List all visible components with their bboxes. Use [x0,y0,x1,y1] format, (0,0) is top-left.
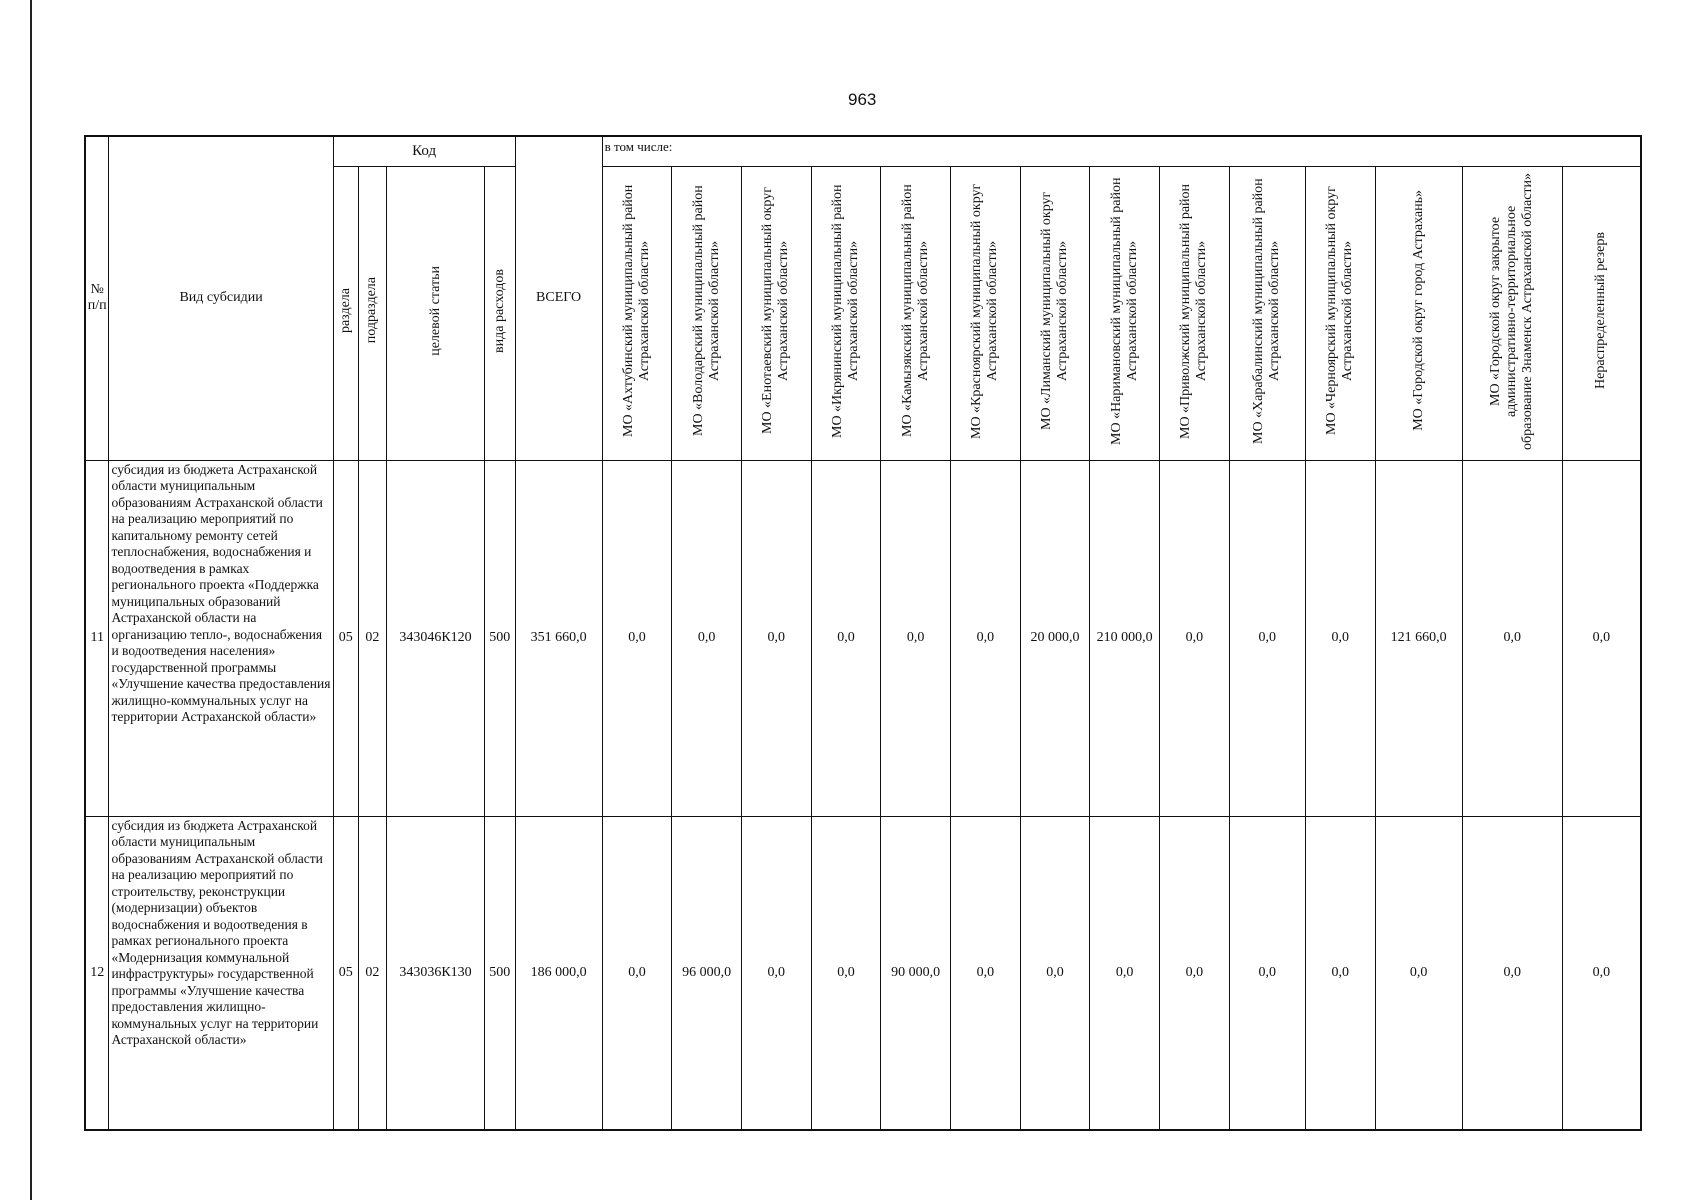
page-number: 963 [848,90,877,109]
header-municipality: МО «Городской округ город Астрахань» [1375,166,1462,460]
header-including: в том числе: [602,136,1641,166]
header-reserve: Нераспределенный резерв [1562,166,1641,460]
row-value: 0,0 [1375,816,1462,1130]
row-value: 0,0 [881,460,951,816]
row-target: 343036К130 [387,816,485,1130]
header-code-target: целевой статьи [387,166,485,460]
row-description: субсидия из бюджета Астраханской области муниципальным образованиям Астраханской области на реализацию мероприятий по капитальному ремонту сетей теплоснабжения, водоснабжения и водоотведения в рамках регионального проекта «Поддержка муниципальных образований Астраханской области на организацию тепло-, водоснабжения и водоотведения населения» государственной программы «Улучшение качества предоставления жилищно-коммунальных услуг на территории Астраханской области» [109,460,333,816]
row-subsection: 02 [358,460,386,816]
row-value: 0,0 [741,816,811,1130]
row-total: 351 660,0 [515,460,602,816]
row-value: 0,0 [950,816,1020,1130]
row-value: 96 000,0 [672,816,742,1130]
row-value: 0,0 [1562,816,1641,1130]
header-subsidy-type: Вид субсидии [109,136,333,460]
header-code: Код [333,136,515,166]
row-expense: 500 [485,460,516,816]
row-total: 186 000,0 [515,816,602,1130]
row-value: 0,0 [811,816,881,1130]
row-value: 0,0 [1229,816,1305,1130]
row-section: 05 [333,816,358,1130]
row-value: 0,0 [602,816,672,1130]
row-value: 0,0 [1160,460,1230,816]
row-value: 0,0 [741,460,811,816]
row-value: 210 000,0 [1090,460,1160,816]
row-expense: 500 [485,816,516,1130]
header-municipality: МО «Ахтубинский муниципальный район Астраханской области» [602,166,672,460]
row-num: 11 [85,460,109,816]
row-value: 0,0 [1305,816,1375,1130]
row-num: 12 [85,816,109,1130]
row-value: 0,0 [1020,816,1090,1130]
header-row-top [85,136,1641,166]
header-municipality: МО «Икрянинский муниципальный район Астраханской области» [811,166,881,460]
row-value: 0,0 [1305,460,1375,816]
header-municipality: МО «Черноярский муниципальный округ Астраханской области» [1305,166,1375,460]
header-municipality: МО «Камызякский муниципальный район Астраханской области» [881,166,951,460]
row-value: 0,0 [1462,816,1562,1130]
row-target: 343046К120 [387,460,485,816]
header-code-section: раздела [333,166,358,460]
row-value: 90 000,0 [881,816,951,1130]
header-municipality: МО «Харабалинский муниципальный район Астраханской области» [1229,166,1305,460]
header-municipality: МО «Наримановский муниципальный район Астраханской области» [1090,166,1160,460]
row-value: 0,0 [602,460,672,816]
row-value: 0,0 [1160,816,1230,1130]
header-municipality: МО «Енотаевский муниципальный округ Астраханской области» [741,166,811,460]
row-value: 0,0 [1562,460,1641,816]
header-num: № п/п [85,136,109,460]
table-row [85,460,1641,816]
header-total: ВСЕГО [515,136,602,460]
binding-line [30,0,32,1200]
header-code-subsection: подраздела [358,166,386,460]
header-municipality: МО «Городской округ закрытое административно-территориальное образование Знаменск Астраханской области» [1462,166,1562,460]
table-row [85,816,1641,1130]
row-value: 0,0 [1462,460,1562,816]
row-value: 121 660,0 [1375,460,1462,816]
row-value: 0,0 [950,460,1020,816]
row-description: субсидия из бюджета Астраханской области муниципальным образованиям Астраханской области на реализацию мероприятий по строительству, реконструкции (модернизации) объектов водоснабжения и водоотведения в рамках регионального проекта «Модернизация коммунальной инфраструктуры» государственной программы «Улучшение качества предоставления жилищно-коммунальных услуг на территории Астраханской области» [109,816,333,1130]
header-code-expense: вида расходов [485,166,516,460]
header-municipality: МО «Приволжский муниципальный район Астраханской области» [1160,166,1230,460]
row-value: 20 000,0 [1020,460,1090,816]
row-value: 0,0 [811,460,881,816]
subsidy-table [84,135,1642,1131]
header-municipality: МО «Лиманский муниципальный округ Астраханской области» [1020,166,1090,460]
row-value: 0,0 [1090,816,1160,1130]
row-section: 05 [333,460,358,816]
row-value: 0,0 [672,460,742,816]
row-subsection: 02 [358,816,386,1130]
row-value: 0,0 [1229,460,1305,816]
header-municipality: МО «Красноярский муниципальный округ Астраханской области» [950,166,1020,460]
header-municipality: МО «Володарский муниципальный район Астраханской области» [672,166,742,460]
